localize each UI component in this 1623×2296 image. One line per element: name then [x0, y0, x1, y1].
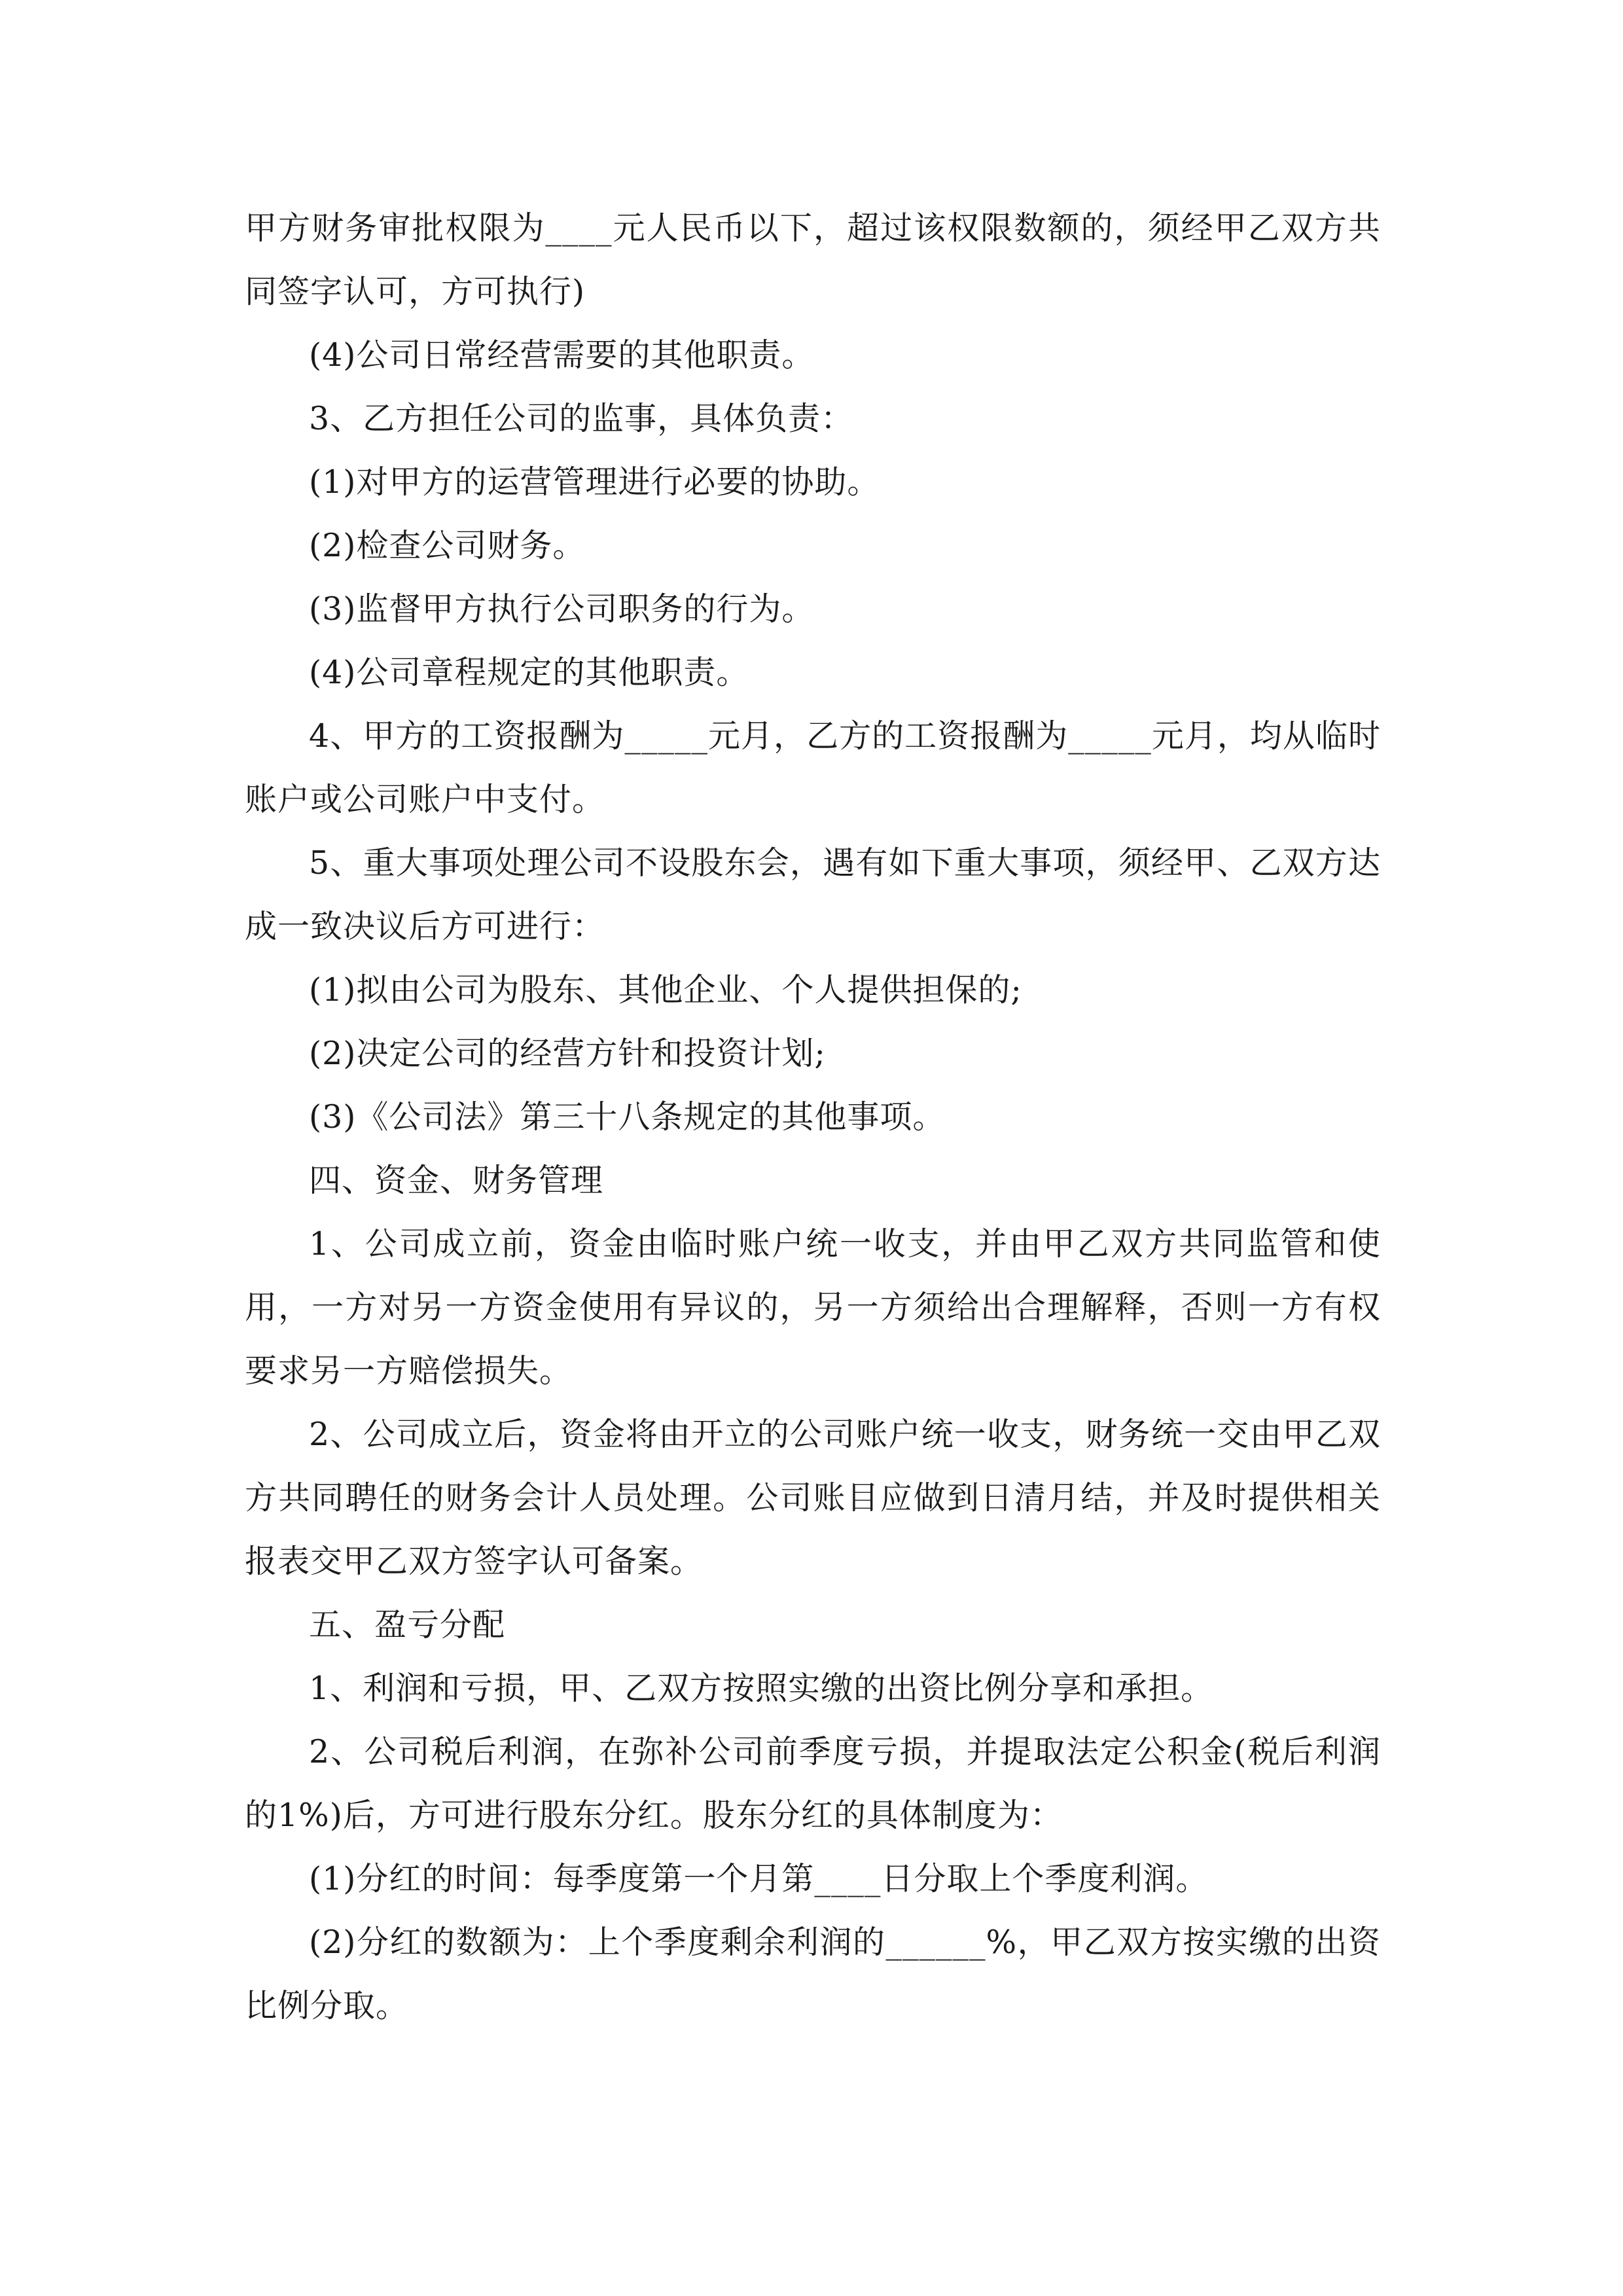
paragraph-dividend-time: (1)分红的时间：每季度第一个月第____日分取上个季度利润。 — [309, 1860, 1209, 1897]
paragraph-assist-management: (1)对甲方的运营管理进行必要的协助。 — [309, 463, 880, 501]
paragraph-profit-loss: 1、利润和亏损，甲、乙双方按照实缴的出资比例分享和承担。 — [309, 1670, 1214, 1707]
paragraph-after-establishment: 2、公司成立后，资金将由开立的公司账户统一收支，财务统一交由甲乙双方共同聘任的财务会计人员处理。公司账目应做到日清月结，并及时提供相关报表交甲乙双方签字认可备案。 — [245, 1416, 1381, 1580]
paragraph-charter-duties: (4)公司章程规定的其他职责。 — [309, 654, 749, 691]
paragraph-check-finance: (2)检查公司财务。 — [309, 527, 586, 564]
paragraph-guarantee: (1)拟由公司为股东、其他企业、个人提供担保的; — [309, 971, 1022, 1009]
paragraph-company-law: (3)《公司法》第三十八条规定的其他事项。 — [309, 1098, 946, 1136]
paragraph-after-tax-profit: 2、公司税后利润，在弥补公司前季度亏损，并提取法定公积金(税后利润的1%)后，方可进行股东分红。股东分红的具体制度为： — [245, 1733, 1381, 1834]
paragraph-other-duties: (4)公司日常经营需要的其他职责。 — [309, 336, 815, 374]
section-heading-finance: 四、资金、财务管理 — [309, 1162, 604, 1199]
paragraph-dividend-amount: (2)分红的数额为：上个季度剩余利润的______%，甲乙双方按实缴的出资比例分取。 — [245, 1924, 1381, 2024]
paragraph-major-matters: 5、重大事项处理公司不设股东会，遇有如下重大事项，须经甲、乙双方达成一致决议后方可进行： — [245, 844, 1381, 945]
paragraph-business-policy: (2)决定公司的经营方针和投资计划; — [309, 1035, 826, 1072]
paragraph-supervise-duties: (3)监督甲方执行公司职务的行为。 — [309, 590, 815, 628]
paragraph-approval-limit: 甲方财务审批权限为____元人民币以下，超过该权限数额的，须经甲乙双方共同签字认可，方可执行) — [245, 209, 1381, 310]
paragraph-salary: 4、甲方的工资报酬为_____元月，乙方的工资报酬为_____元月，均从临时账户或公司账户中支付。 — [245, 717, 1381, 818]
paragraph-before-establishment: 1、公司成立前，资金由临时账户统一收支，并由甲乙双方共同监管和使用，一方对另一方资金使用有异议的，另一方须给出合理解释，否则一方有权要求另一方赔偿损失。 — [245, 1225, 1381, 1390]
section-heading-profit: 五、盈亏分配 — [309, 1606, 506, 1643]
paragraph-supervisor-role: 3、乙方担任公司的监事，具体负责： — [309, 400, 854, 437]
document-body — [245, 196, 1381, 2037]
